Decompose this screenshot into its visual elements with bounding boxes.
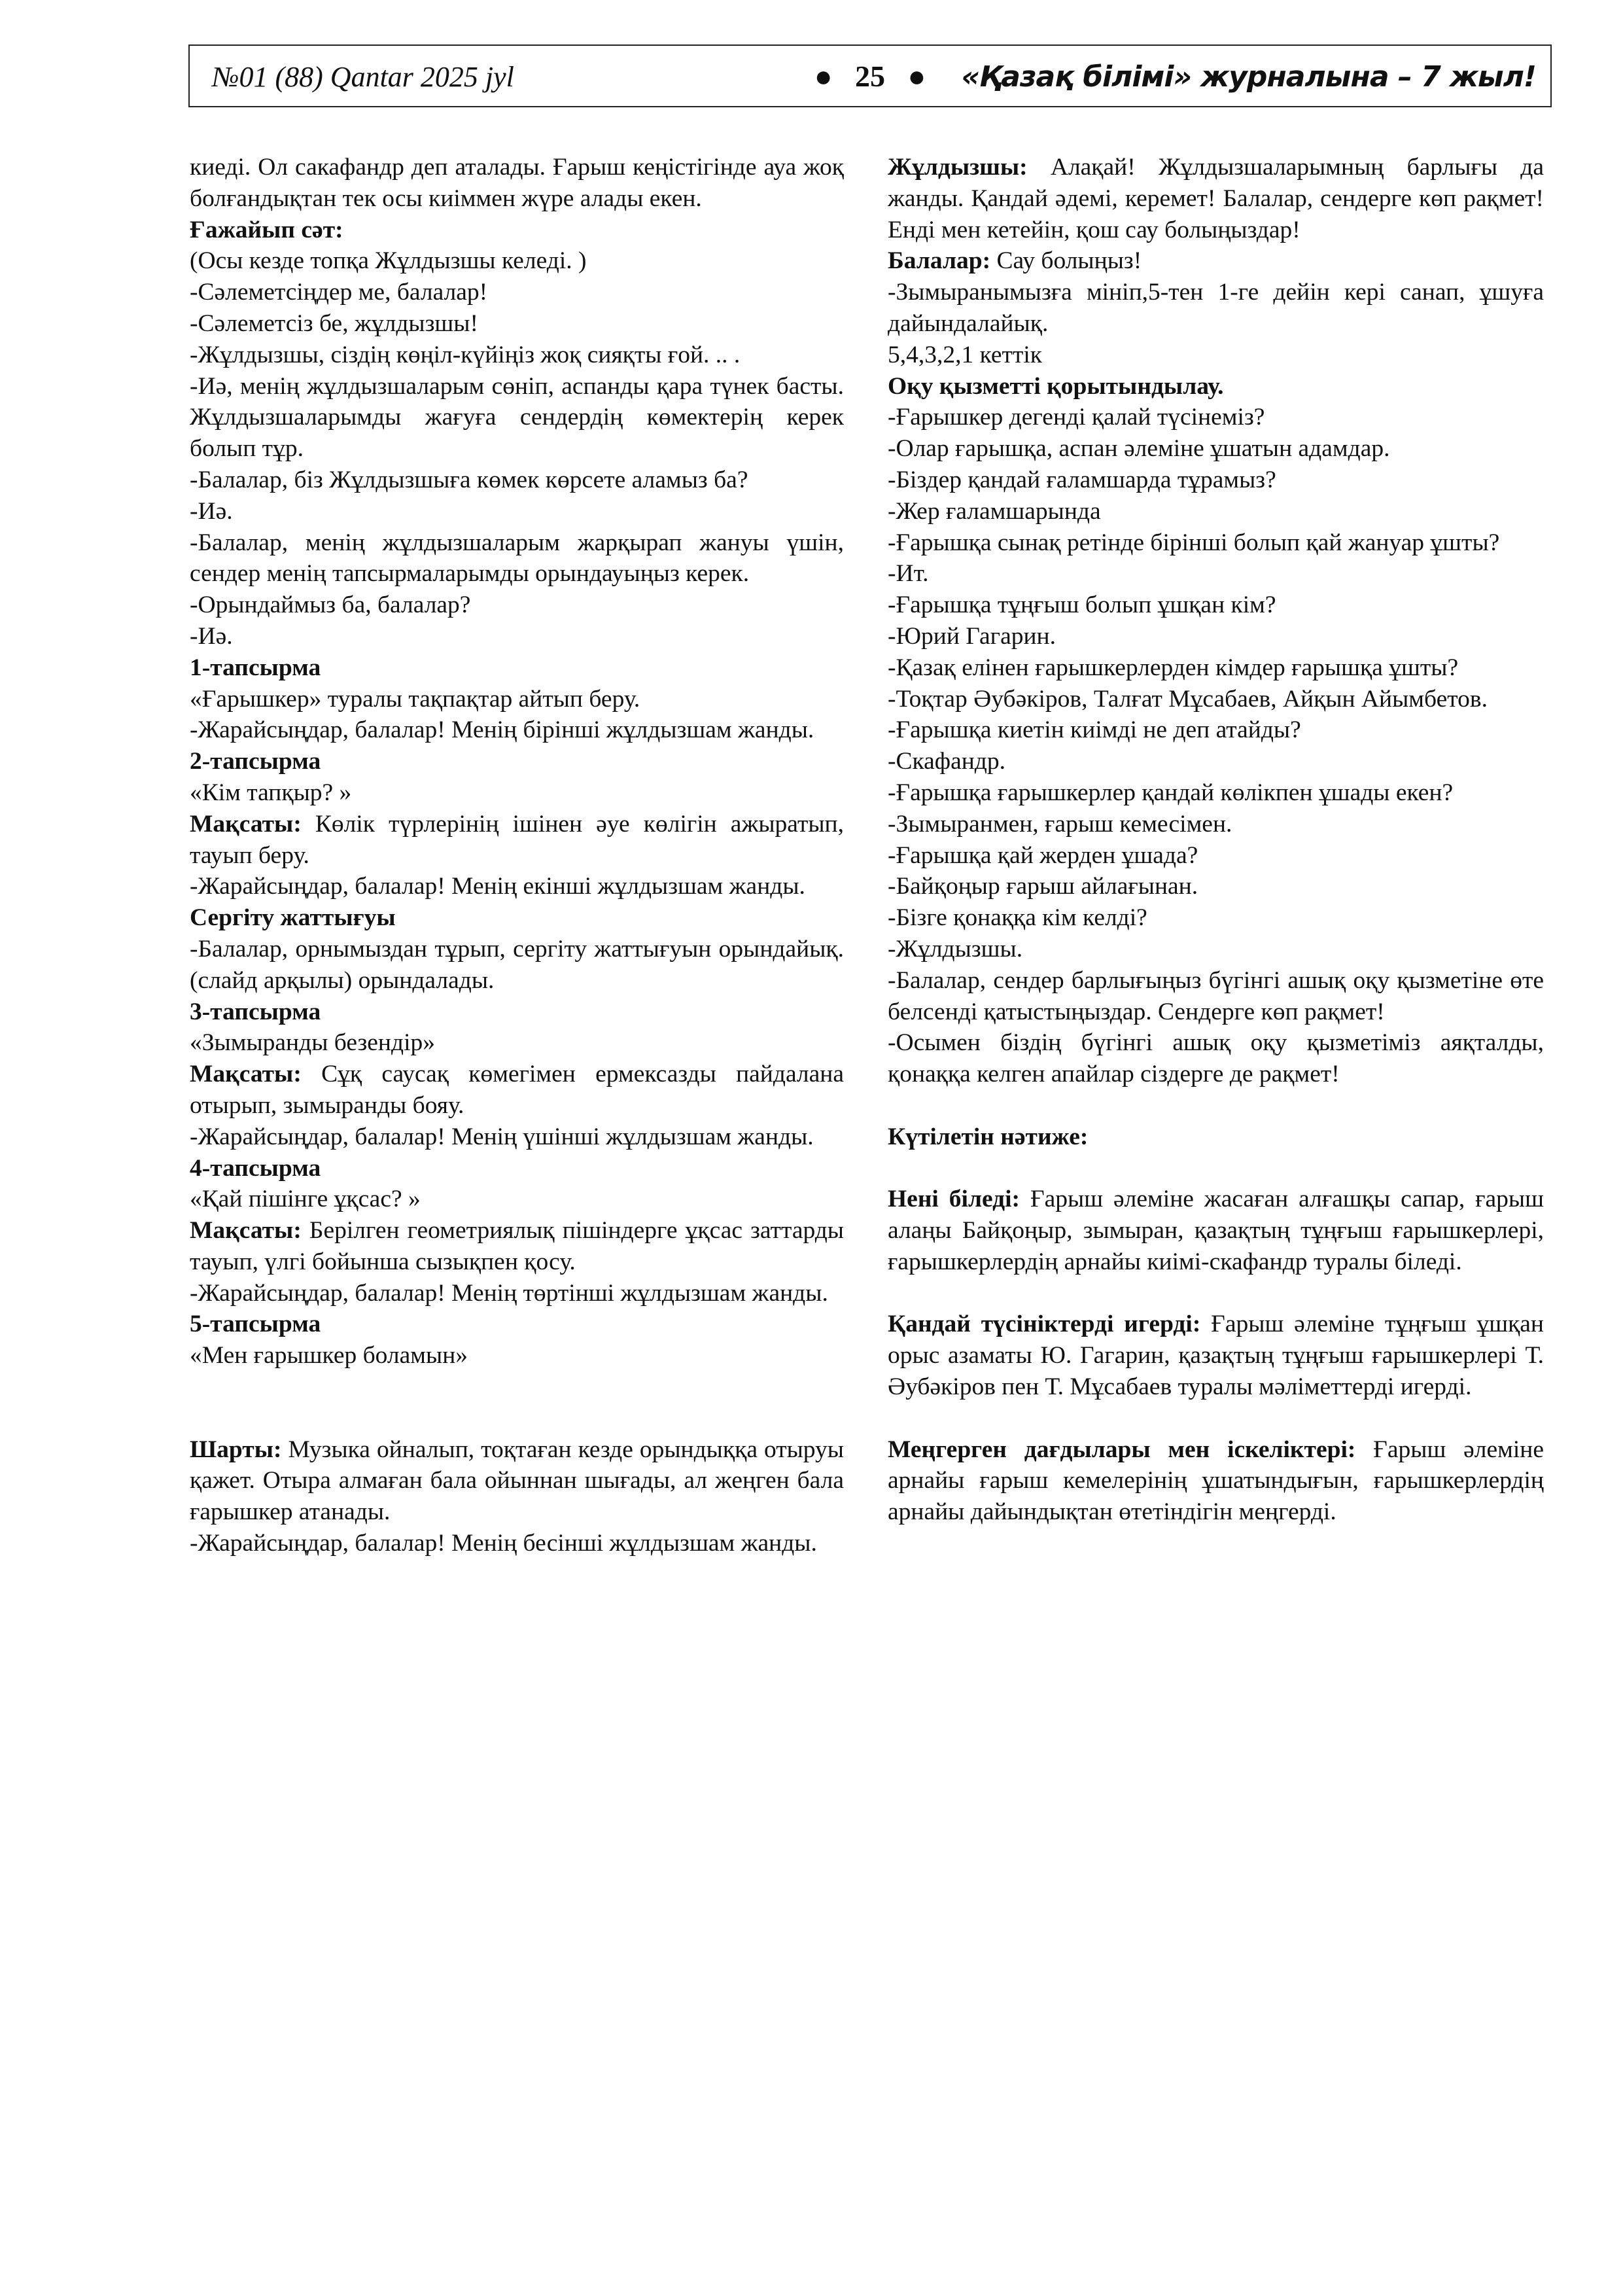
paragraph-text: Ғарыш әлеміне жасаған алғашқы сапар, ғарыш алаңы Байқоңыр, зымыран, қазақтың тұңғыш ғарышкерлері, ғарышкерлердің арнайы киімі-скафандр туралы біледі. bbox=[888, 1186, 1544, 1275]
bold-lead: Күтілетін нәтиже: bbox=[888, 1123, 1089, 1150]
paragraph bbox=[888, 496, 1544, 527]
paragraph bbox=[888, 934, 1544, 965]
paragraph bbox=[190, 1215, 844, 1278]
paragraph bbox=[888, 558, 1544, 590]
paragraph bbox=[190, 997, 844, 1028]
paragraph-text: -Жарайсыңдар, балалар! Менің бірінші жұлдызшам жанды. bbox=[190, 716, 814, 744]
paragraph bbox=[888, 840, 1544, 872]
bold-lead: 5-тапсырма bbox=[190, 1311, 321, 1338]
paragraph-text: Көлік түрлерінің ішінен әуе көлігін ажыратып, тауып беру. bbox=[190, 810, 844, 869]
paragraph bbox=[190, 1278, 844, 1309]
bold-lead: Мақсаты: bbox=[190, 1217, 302, 1245]
paragraph bbox=[190, 527, 844, 590]
paragraph-text: киеді. Ол сакафандр деп аталады. Ғарыш кеңістігінде ауа жоқ болғандықтан тек осы киіммен жүре алады екен. bbox=[190, 154, 844, 212]
paragraph-text: «Қай пішінге ұқсас? » bbox=[190, 1186, 421, 1213]
left-column bbox=[190, 152, 844, 1559]
paragraph-text: -Жарайсыңдар, балалар! Менің үшінші жұлдызшам жанды. bbox=[190, 1123, 814, 1150]
paragraph-text: Ғарыш әлеміне тұңғыш ұшқан орыс азаматы Ю. Гагарин, қазақтың тұңғыш ғарышкерлері Т. Әубәкіров пен Т. Мұсабаев туралы мәліметтерді игерді. bbox=[888, 1311, 1544, 1401]
paragraph bbox=[888, 871, 1544, 902]
paragraph-text: -Осымен біздің бүгінгі ашық оқу қызметіміз аяқталды, қонаққа келген апайлар сіздерге де рақмет! bbox=[888, 1029, 1544, 1088]
paragraph-text: Берілген геометриялық пішіндерге ұқсас заттарды тауып, үлгі бойынша сызықпен қосу. bbox=[190, 1217, 844, 1275]
paragraph bbox=[190, 277, 844, 308]
paragraph bbox=[888, 1184, 1544, 1277]
paragraph bbox=[888, 1309, 1544, 1402]
paragraph bbox=[190, 1122, 844, 1153]
paragraph-text: «Кім тапқыр? » bbox=[190, 779, 352, 806]
paragraph-text: Алақай! Жұлдызшаларымның барлығы да жанды. Қандай әдемі, керемет! Балалар, сендерге көп рақмет! Енді мен кетейін, қош сау болыңыздар! bbox=[888, 154, 1544, 243]
paragraph-text: -Зымыранмен, ғарыш кемесімен. bbox=[888, 810, 1232, 838]
paragraph-text: -Сәлеметсіз бе, жұлдызшы! bbox=[190, 309, 478, 337]
paragraph bbox=[888, 652, 1544, 684]
paragraph bbox=[888, 715, 1544, 746]
paragraph bbox=[190, 1434, 844, 1528]
paragraph bbox=[190, 746, 844, 777]
paragraph bbox=[190, 902, 844, 934]
paragraph bbox=[888, 277, 1544, 340]
paragraph-text: -Ғарышкер дегенді қалай түсінеміз? bbox=[888, 404, 1265, 431]
paragraph bbox=[190, 340, 844, 371]
bullet-left: ● bbox=[814, 60, 833, 93]
paragraph-text: -Тоқтар Әубәкіров, Талғат Мұсабаев, Айқын Айымбетов. bbox=[888, 685, 1488, 713]
page-header bbox=[188, 44, 1552, 107]
paragraph bbox=[190, 1059, 844, 1122]
paragraph-text: «Мен ғарышкер боламын» bbox=[190, 1342, 468, 1369]
paragraph-spacer bbox=[190, 1371, 844, 1434]
paragraph-text: -Орындаймыз ба, балалар? bbox=[190, 592, 471, 619]
bullet-right: ● bbox=[907, 60, 926, 93]
paragraph bbox=[190, 871, 844, 902]
paragraph bbox=[190, 621, 844, 652]
paragraph-spacer bbox=[888, 1090, 1544, 1122]
paragraph-text: -Жұлдызшы. bbox=[888, 935, 1023, 963]
paragraph-text: -Балалар, біз Жұлдызшыға көмек көрсете аламыз ба? bbox=[190, 466, 748, 493]
bold-lead: Сергіту жаттығуы bbox=[190, 904, 396, 932]
paragraph bbox=[190, 652, 844, 684]
right-column bbox=[888, 152, 1544, 1528]
paragraph-text: -Иә. bbox=[190, 622, 233, 650]
paragraph-text: -Ит. bbox=[888, 560, 929, 588]
paragraph bbox=[888, 527, 1544, 559]
paragraph-text: -Жарайсыңдар, балалар! Менің төртінші жұлдызшам жанды. bbox=[190, 1279, 828, 1307]
bold-lead: Мақсаты: bbox=[190, 1061, 302, 1088]
paragraph bbox=[190, 1184, 844, 1215]
paragraph bbox=[190, 1528, 844, 1559]
paragraph bbox=[190, 1309, 844, 1340]
paragraph-text: -Юрий Гагарин. bbox=[888, 622, 1056, 650]
paragraph bbox=[888, 965, 1544, 1028]
paragraph-text: -Ғарышқа қай жерден ұшада? bbox=[888, 841, 1198, 869]
paragraph-text: -Қазақ елінен ғарышкерлерден кімдер ғарышқа ұшты? bbox=[888, 654, 1459, 681]
paragraph bbox=[190, 1340, 844, 1371]
paragraph bbox=[190, 777, 844, 809]
paragraph bbox=[190, 1153, 844, 1184]
paragraph-text: -Байқоңыр ғарыш айлағынан. bbox=[888, 873, 1198, 900]
paragraph-text: -Ғарышқа сынақ ретінде бірінші болып қай жануар ұшты? bbox=[888, 529, 1500, 556]
paragraph-text: -Балалар, орнымыздан тұрып, сергіту жаттығуын орындайық. (слайд арқылы) орындалады. bbox=[190, 935, 844, 994]
bold-lead: Мақсаты: bbox=[190, 810, 302, 838]
paragraph bbox=[888, 621, 1544, 652]
paragraph bbox=[190, 715, 844, 746]
paragraph-text: Ғарыш әлеміне арнайы ғарыш кемелерінің ұшатындығын, ғарышкерлердің арнайы дайындықтан өтетіндігін меңгерді. bbox=[888, 1436, 1544, 1526]
paragraph-text: -Ғарышқа тұңғыш болып ұшқан кім? bbox=[888, 592, 1276, 619]
paragraph-text: -Иә, менің жұлдызшаларым сөніп, аспанды қара түнек басты. Жұлдызшаларымды жағуға сендердің көмектерің керек болып тұр. bbox=[190, 372, 844, 463]
paragraph bbox=[190, 371, 844, 465]
bold-lead: 3-тапсырма bbox=[190, 998, 321, 1025]
paragraph-text: Сау болыңыз! bbox=[990, 247, 1142, 275]
paragraph-spacer bbox=[888, 1403, 1544, 1434]
paragraph-text: -Балалар, менің жұлдызшаларым жарқырап жануы үшін, сендер менің тапсырмаларымды орындауыңыз керек. bbox=[190, 529, 844, 588]
paragraph bbox=[888, 746, 1544, 777]
bold-lead: Жұлдызшы: bbox=[888, 154, 1028, 181]
paragraph-text: 5,4,3,2,1 кеттік bbox=[888, 341, 1042, 368]
paragraph bbox=[888, 1434, 1544, 1528]
paragraph-text: -Ғарышқа киетін киімді не деп атайды? bbox=[888, 716, 1301, 744]
paragraph bbox=[888, 590, 1544, 621]
paragraph bbox=[888, 402, 1544, 433]
paragraph bbox=[888, 340, 1544, 371]
issue-label: №01 (88) Qantar 2025 jyl bbox=[212, 61, 514, 93]
paragraph-text: -Скафандр. bbox=[888, 748, 1006, 775]
paragraph-text: -Жер ғаламшарында bbox=[888, 497, 1101, 525]
paragraph bbox=[190, 1027, 844, 1059]
paragraph-text: «Зымыранды безендір» bbox=[190, 1029, 435, 1057]
bold-lead: 1-тапсырма bbox=[190, 654, 321, 681]
paragraph bbox=[888, 1122, 1544, 1153]
paragraph bbox=[888, 245, 1544, 277]
paragraph-text: Сұқ саусақ көмегімен ермексазды пайдалана отырып, зымыранды бояу. bbox=[190, 1061, 844, 1119]
paragraph-spacer bbox=[888, 1278, 1544, 1309]
paragraph-text: «Ғарышкер» туралы тақпақтар айтып беру. bbox=[190, 685, 640, 713]
paragraph bbox=[888, 684, 1544, 715]
paragraph-text: -Иә. bbox=[190, 497, 233, 525]
paragraph bbox=[190, 215, 844, 246]
paragraph bbox=[190, 684, 844, 715]
paragraph bbox=[888, 433, 1544, 465]
paragraph bbox=[190, 152, 844, 215]
bold-lead: Балалар: bbox=[888, 247, 991, 275]
paragraph-text: -Балалар, сендер барлығыңыз бүгінгі ашық оқу қызметіне өте белсенді қатыстыңыздар. Сендерге көп рақмет! bbox=[888, 966, 1544, 1025]
paragraph bbox=[888, 809, 1544, 840]
paragraph bbox=[888, 371, 1544, 402]
bold-lead: Ғажайып сәт: bbox=[190, 216, 343, 243]
paragraph-text: -Жарайсыңдар, балалар! Менің бесінші жұлдызшам жанды. bbox=[190, 1530, 817, 1557]
paragraph bbox=[888, 465, 1544, 496]
paragraph bbox=[190, 496, 844, 527]
bold-lead: Нені біледі: bbox=[888, 1186, 1021, 1213]
paragraph-text: -Зымыранымызға мініп,5-тен 1-ге дейін кері санап, ұшуға дайындалайық. bbox=[888, 279, 1544, 337]
bold-lead: Меңгерген дағдылары мен іскеліктері: bbox=[888, 1436, 1356, 1463]
paragraph-text: -Жұлдызшы, сіздің көңіл-күйіңіз жоқ сияқты ғой. .. . bbox=[190, 341, 741, 368]
paragraph-text: -Бізге қонаққа кім келді? bbox=[888, 904, 1147, 932]
paragraph-text: -Сәлеметсіңдер ме, балалар! bbox=[190, 279, 488, 306]
paragraph bbox=[888, 1027, 1544, 1090]
paragraph-spacer bbox=[888, 1153, 1544, 1184]
paragraph bbox=[888, 777, 1544, 809]
paragraph-text: -Ғарышқа ғарышкерлер қандай көлікпен ұшады екен? bbox=[888, 779, 1454, 806]
paragraph bbox=[190, 465, 844, 496]
bold-lead: Шарты: bbox=[190, 1436, 282, 1463]
paragraph bbox=[190, 934, 844, 997]
paragraph bbox=[190, 245, 844, 277]
paragraph-text: (Осы кезде топқа Жұлдызшы келеді. ) bbox=[190, 247, 587, 275]
bold-lead: Оқу қызметті қорытындылау. bbox=[888, 372, 1224, 400]
journal-tagline: «Қазақ білімі» журналына – 7 жыл! bbox=[961, 60, 1536, 94]
paragraph-text: -Біздер қандай ғаламшарда тұрамыз? bbox=[888, 466, 1276, 493]
bold-lead: Қандай түсініктерді игерді: bbox=[888, 1311, 1201, 1338]
paragraph bbox=[888, 902, 1544, 934]
paragraph-text: Музыка ойналып, тоқтаған кезде орындыққа отыруы қажет. Отыра алмаған бала ойыннан шығады, ал жеңген бала ғарышкер атанады. bbox=[190, 1436, 844, 1526]
paragraph bbox=[190, 590, 844, 621]
paragraph bbox=[190, 809, 844, 872]
paragraph bbox=[888, 152, 1544, 245]
bold-lead: 4-тапсырма bbox=[190, 1154, 321, 1182]
paragraph bbox=[190, 308, 844, 340]
bold-lead: 2-тапсырма bbox=[190, 748, 321, 775]
page-number: 25 bbox=[855, 60, 885, 93]
paragraph-text: -Жарайсыңдар, балалар! Менің екінші жұлдызшам жанды. bbox=[190, 873, 805, 900]
paragraph-text: -Олар ғарышқа, аспан әлеміне ұшатын адамдар. bbox=[888, 435, 1390, 463]
